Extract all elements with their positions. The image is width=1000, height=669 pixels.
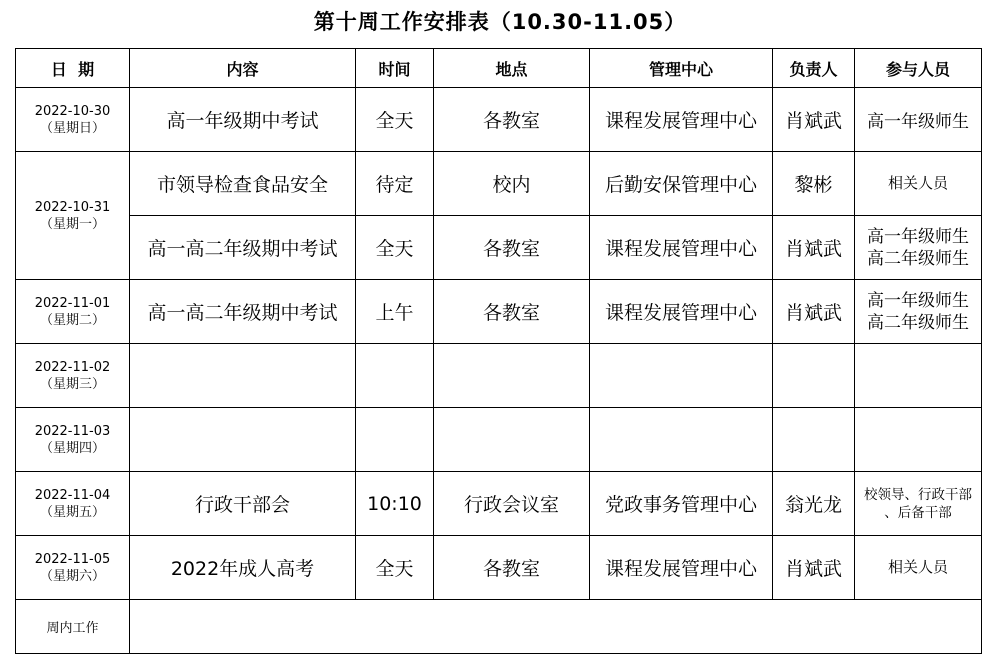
participants-cell	[855, 280, 982, 344]
content-cell: 市领导检查食品安全	[130, 152, 356, 216]
date-cell	[16, 408, 130, 472]
place-cell: 校内	[434, 152, 590, 216]
date-cell	[16, 344, 130, 408]
leader-cell: 肖斌武	[773, 216, 855, 280]
center-cell: 课程发展管理中心	[590, 216, 773, 280]
place-cell: 各教室	[434, 88, 590, 152]
content-cell: 高一高二年级期中考试	[130, 216, 356, 280]
participants-cell: 高一年级师生	[855, 88, 982, 152]
leader-cell: 肖斌武	[773, 536, 855, 600]
weekday-text: （星期五）	[39, 504, 105, 520]
header-participants: 参与人员	[855, 49, 982, 88]
time-cell: 待定	[356, 152, 434, 216]
participants-cell	[855, 408, 982, 472]
date-text: 2022-11-02	[34, 359, 111, 375]
place-cell: 各教室	[434, 216, 590, 280]
time-cell: 全天	[356, 216, 434, 280]
participants-line: 高一年级师生	[867, 226, 969, 247]
header-time: 时间	[356, 49, 434, 88]
header-row	[16, 49, 982, 88]
participants-cell	[855, 472, 982, 536]
leader-cell: 肖斌武	[773, 88, 855, 152]
participants-line: 校领导、行政干部	[864, 486, 972, 503]
content-cell	[130, 408, 356, 472]
time-cell: 上午	[356, 280, 434, 344]
table-row	[16, 536, 982, 600]
schedule-table	[15, 48, 982, 654]
table-row	[16, 152, 982, 216]
center-cell: 课程发展管理中心	[590, 280, 773, 344]
header-content: 内容	[130, 49, 356, 88]
page-title: 第十周工作安排表（10.30-11.05）	[313, 10, 687, 34]
header-place: 地点	[434, 49, 590, 88]
leader-cell: 翁光龙	[773, 472, 855, 536]
center-cell: 党政事务管理中心	[590, 472, 773, 536]
place-cell	[434, 344, 590, 408]
participants-cell: 相关人员	[855, 152, 982, 216]
date-cell	[16, 88, 130, 152]
weekday-text: （星期日）	[39, 120, 105, 136]
weekday-text: （星期六）	[39, 568, 105, 584]
leader-cell: 黎彬	[773, 152, 855, 216]
center-cell	[590, 344, 773, 408]
time-cell: 全天	[356, 536, 434, 600]
date-text: 2022-10-31	[34, 199, 111, 215]
table-row	[16, 600, 982, 654]
participants-cell	[855, 216, 982, 280]
date-text: 2022-10-30	[34, 103, 111, 119]
center-cell: 后勤安保管理中心	[590, 152, 773, 216]
table-row	[16, 216, 982, 280]
leader-cell	[773, 408, 855, 472]
table-row	[16, 88, 982, 152]
date-text: 2022-11-05	[34, 551, 111, 567]
time-cell: 10:10	[356, 472, 434, 536]
content-cell: 高一年级期中考试	[130, 88, 356, 152]
table-row	[16, 280, 982, 344]
weekday-text: （星期一）	[39, 216, 105, 232]
header-leader: 负责人	[773, 49, 855, 88]
date-cell	[16, 536, 130, 600]
content-cell: 2022年成人高考	[130, 536, 356, 600]
center-cell: 课程发展管理中心	[590, 88, 773, 152]
time-cell: 全天	[356, 88, 434, 152]
center-cell: 课程发展管理中心	[590, 536, 773, 600]
header-center: 管理中心	[590, 49, 773, 88]
table-row	[16, 344, 982, 408]
weekday-text: （星期三）	[39, 376, 105, 392]
participants-cell	[855, 344, 982, 408]
weekly-work-cell	[130, 600, 982, 654]
time-cell	[356, 344, 434, 408]
date-cell	[16, 472, 130, 536]
weekday-text: （星期二）	[39, 312, 105, 328]
date-cell	[16, 152, 130, 280]
participants-line: 高二年级师生	[867, 248, 969, 269]
date-text: 2022-11-03	[34, 423, 111, 439]
leader-cell	[773, 344, 855, 408]
place-cell	[434, 408, 590, 472]
date-text: 2022-11-04	[34, 487, 111, 503]
place-cell: 各教室	[434, 280, 590, 344]
date-text: 2022-11-01	[34, 295, 111, 311]
weekly-work-label: 周内工作	[16, 600, 130, 654]
place-cell: 行政会议室	[434, 472, 590, 536]
weekday-text: （星期四）	[39, 440, 105, 456]
table-row	[16, 472, 982, 536]
participants-line: 、后备干部	[884, 504, 952, 521]
leader-cell: 肖斌武	[773, 280, 855, 344]
center-cell	[590, 408, 773, 472]
participants-line: 高二年级师生	[867, 312, 969, 333]
place-cell: 各教室	[434, 536, 590, 600]
table-row	[16, 408, 982, 472]
date-cell	[16, 280, 130, 344]
participants-line: 高一年级师生	[867, 290, 969, 311]
header-date: 日 期	[16, 49, 130, 88]
time-cell	[356, 408, 434, 472]
content-cell: 高一高二年级期中考试	[130, 280, 356, 344]
participants-cell: 相关人员	[855, 536, 982, 600]
content-cell: 行政干部会	[130, 472, 356, 536]
content-cell	[130, 344, 356, 408]
